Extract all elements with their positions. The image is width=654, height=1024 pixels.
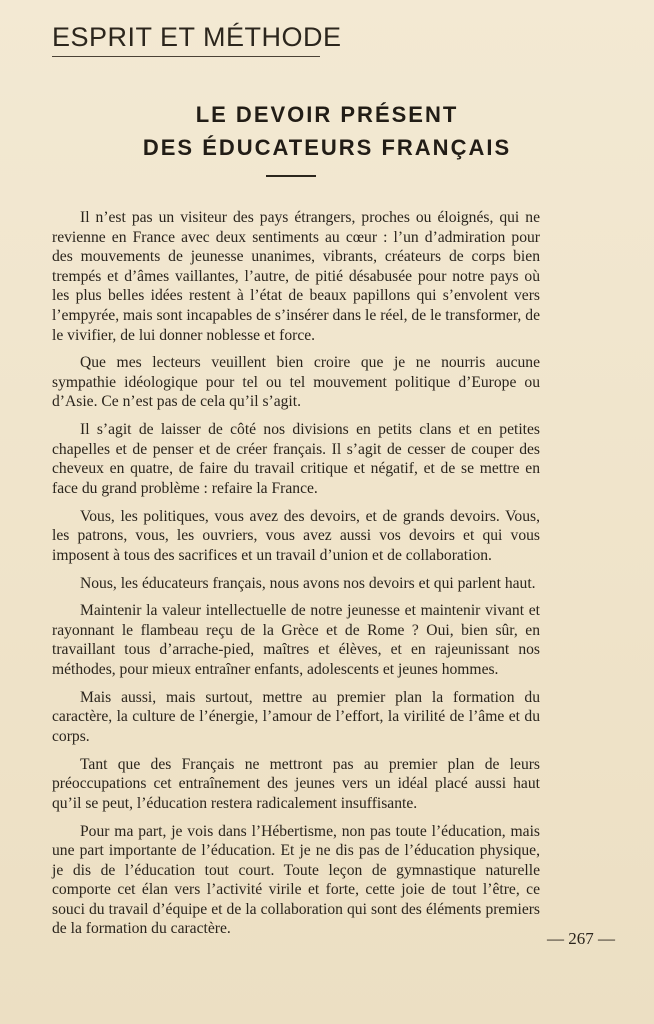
title-divider xyxy=(266,175,316,177)
paragraph: Que mes lecteurs veuillent bien croire que je ne nourris aucune sympathie idéologique pour tel ou tel mouvement politique d’Europe ou d’Asie. Ce n’est pas de cela qu’il s’agit. xyxy=(52,354,540,411)
page-number: — 267 — xyxy=(547,929,615,948)
paragraph: Il n’est pas un visiteur des pays étrangers, proches ou éloignés, qui ne revienne en France avec deux sentiments au cœur : l’un d’admiration pour des mouvements de jeunesse unanimes, vibrants, créateurs de corps bien trempés et d’âmes vaillantes, l’autre, de pitié désabusée pour notre pays où les plus belles idées restent à l’état de beaux papillons qui s’envolent vers l’empyrée, mais sont incapables de s’insérer dans le réel, de le transformer, de le vivifier, de lui donner noblesse et force. xyxy=(52,209,540,344)
section-header: ESPRIT ET MÉTHODE xyxy=(52,22,320,57)
article-title-line-2: DES ÉDUCATEURS FRANÇAIS xyxy=(142,135,512,160)
paragraph: Maintenir la valeur intellectuelle de notre jeunesse et maintenir vivant et rayonnant le flambeau reçu de la Grèce et de Rome ? Oui, bien sûr, en travaillant tous d’arrache-pied, maîtres et élèves, et en rajeunissant nos méthodes, pour mieux entraîner enfants, adolescents et jeunes hommes. xyxy=(52,602,540,679)
paragraph: Il s’agit de laisser de côté nos divisions en petits clans et en petites chapelles et de penser et de créer français. Il s’agit de cesser de couper des cheveux en quatre, de faire du travail critique et négatif, et de se mettre en face du grand problème : refaire la France. xyxy=(52,421,540,497)
article-title xyxy=(0,98,654,164)
paragraph: Nous, les éducateurs français, nous avons nos devoirs et qui parlent haut. xyxy=(80,574,536,592)
article-title-line-1: LE DEVOIR PRÉSENT xyxy=(195,102,459,127)
paragraph: Pour ma part, je vois dans l’Hébertisme, non pas toute l’éducation, mais une part importante de l’éducation. Et je ne dis pas de l’éducation physique, je dis de l’éducation tout court. Toute leçon de gymnastique naturelle comporte cet élan vers l’activité virile et forte, cette joie de tout l’être, ce souci du travail d’équipe et de la collaboration qui sont des éléments premiers de la formation du caractère. xyxy=(52,822,540,938)
paragraph: Vous, les politiques, vous avez des devoirs, et de grands devoirs. Vous, les patrons, vous, les ouvriers, vous avez aussi vos devoirs et qui vous imposent à tous des sacrifices et un travail d’union et de collaboration. xyxy=(52,507,540,564)
article-body xyxy=(52,208,540,947)
paragraph: Mais aussi, mais surtout, mettre au premier plan la formation du caractère, la culture de l’énergie, l’amour de l’effort, la virilité de l’âme et du corps. xyxy=(52,688,540,745)
paragraph: Tant que des Français ne mettront pas au premier plan de leurs préoccupations cet entraînement des jeunes vers un idéal placé aussi haut qu’il se peut, l’éducation restera radicalement insuffisante. xyxy=(52,755,540,812)
